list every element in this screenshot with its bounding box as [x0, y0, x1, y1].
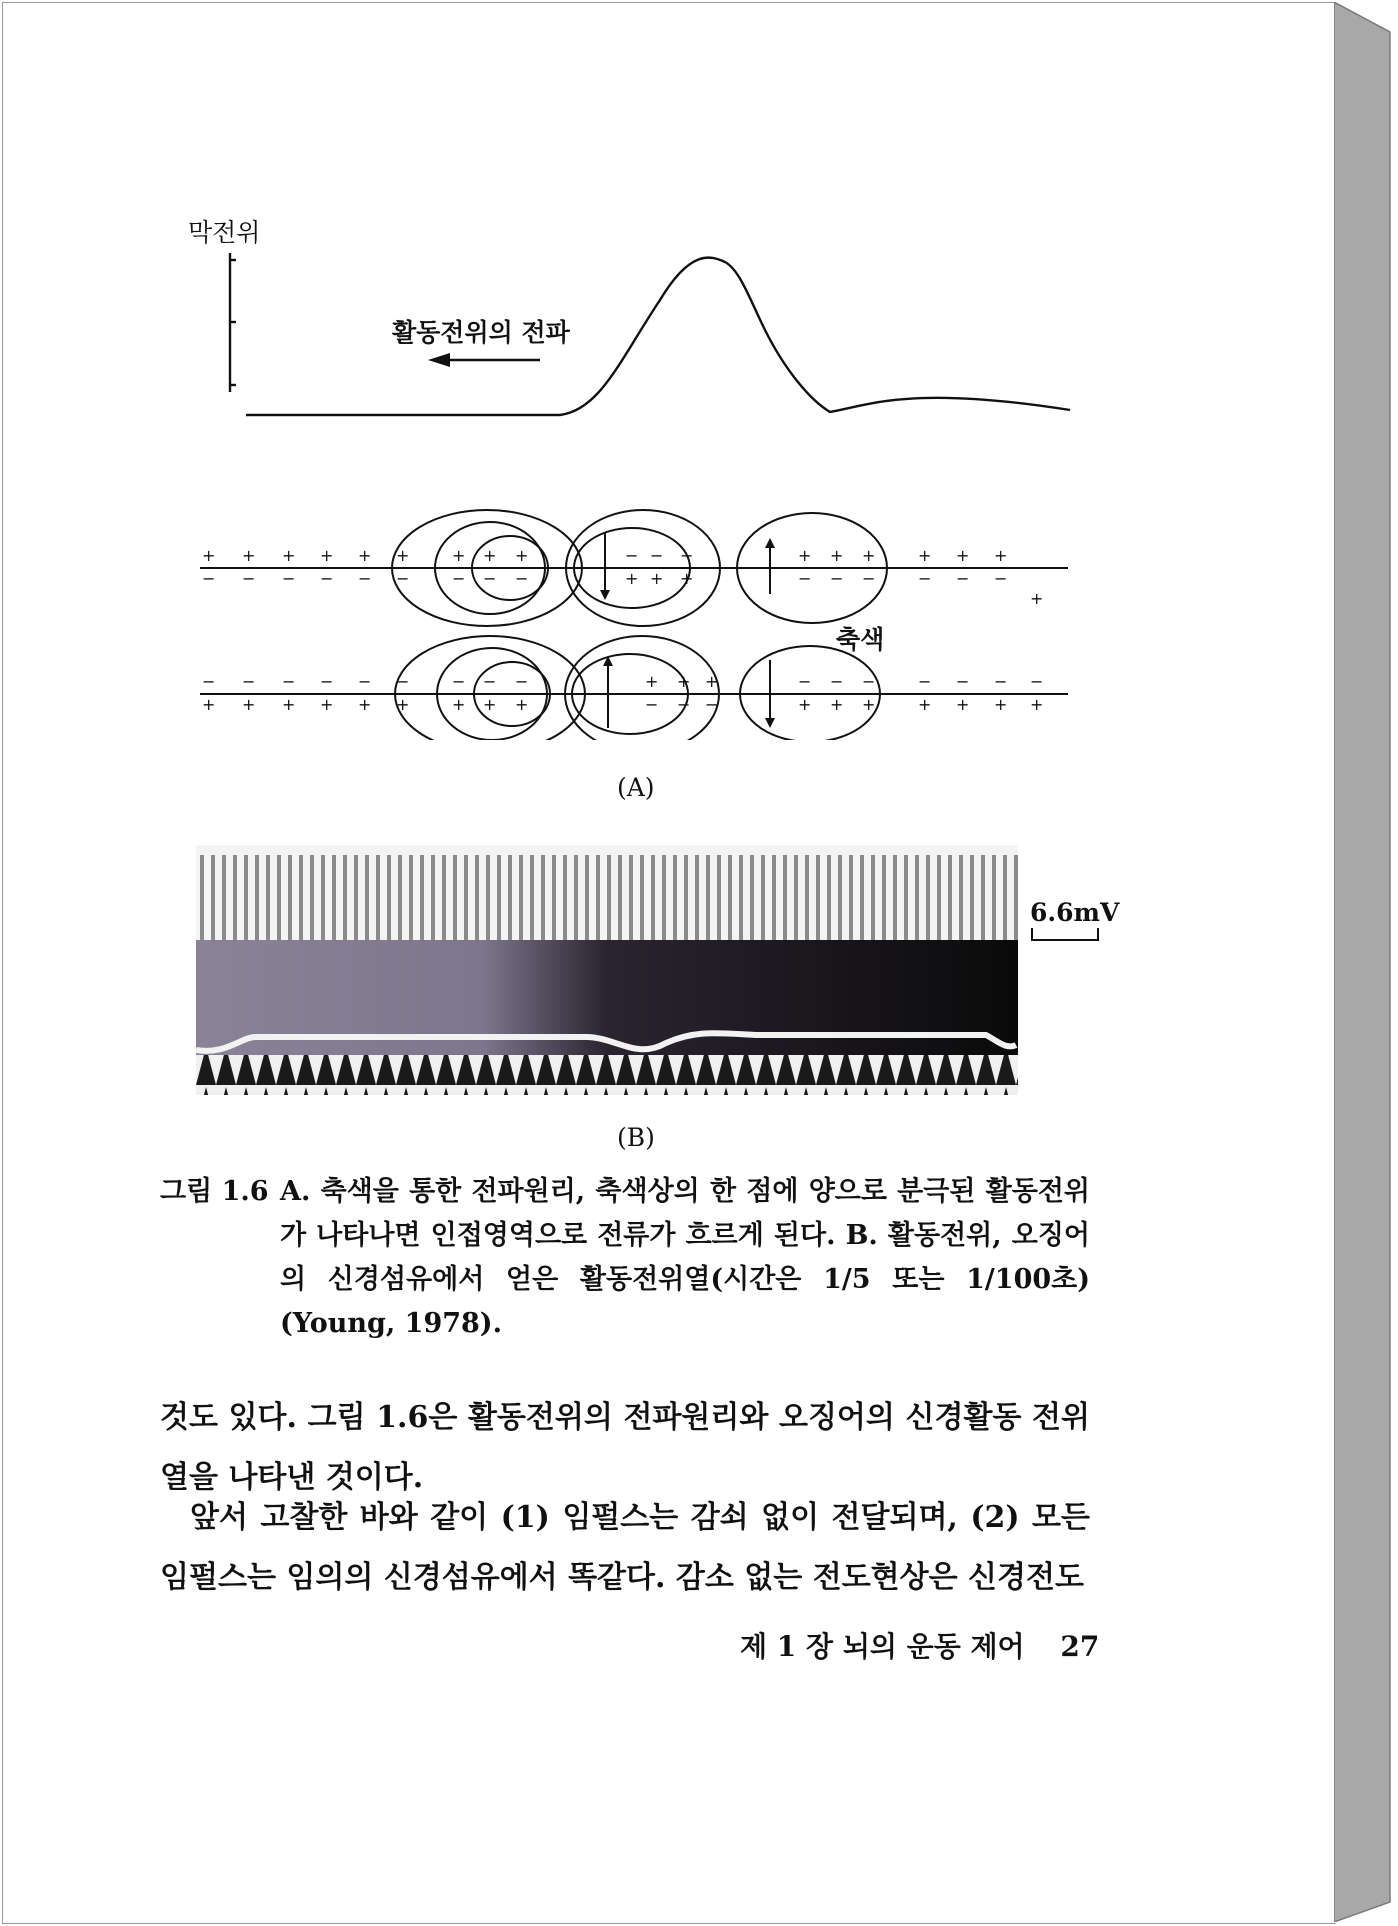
svg-text:+: +: [358, 695, 372, 714]
propagation-label: 활동전위의 전파: [392, 318, 570, 347]
svg-text:+: +: [862, 695, 876, 714]
svg-text:−: −: [680, 546, 694, 565]
panel-b-label: (B): [617, 1123, 655, 1152]
svg-text:−: −: [282, 672, 296, 691]
svg-text:−: −: [956, 569, 970, 588]
svg-text:+: +: [1030, 695, 1044, 714]
panel-a-label: (A): [617, 773, 655, 802]
svg-text:+: +: [202, 695, 216, 714]
svg-text:−: −: [483, 569, 497, 588]
svg-text:+: +: [650, 569, 664, 588]
svg-text:+: +: [242, 546, 256, 565]
svg-text:−: −: [202, 569, 216, 588]
svg-text:−: −: [650, 546, 664, 565]
svg-text:+: +: [483, 695, 497, 714]
svg-text:−: −: [918, 672, 932, 691]
svg-text:−: −: [396, 672, 410, 691]
svg-text:+: +: [242, 695, 256, 714]
svg-text:−: −: [320, 672, 334, 691]
figure-b-recording: [196, 845, 1018, 1095]
svg-text:+: +: [452, 695, 466, 714]
svg-text:+: +: [918, 546, 932, 565]
svg-text:−: −: [705, 695, 719, 714]
svg-text:−: −: [452, 672, 466, 691]
svg-text:+: +: [994, 546, 1008, 565]
svg-text:−: −: [320, 569, 334, 588]
svg-text:−: −: [862, 569, 876, 588]
svg-text:−: −: [677, 695, 691, 714]
svg-text:−: −: [862, 672, 876, 691]
svg-text:−: −: [452, 569, 466, 588]
svg-text:+: +: [282, 695, 296, 714]
svg-text:+: +: [396, 695, 410, 714]
svg-text:+: +: [994, 695, 1008, 714]
svg-text:+: +: [1030, 589, 1044, 608]
svg-text:−: −: [830, 569, 844, 588]
body-paragraph-1: 것도 있다. 그림 1.6은 활동전위의 전파원리와 오징어의 신경활동 전위열을 나타낸 것이다.: [160, 1400, 1090, 1495]
svg-text:−: −: [282, 569, 296, 588]
svg-text:−: −: [358, 672, 372, 691]
svg-text:+: +: [625, 569, 639, 588]
svg-text:+: +: [918, 695, 932, 714]
caption-text: A. 축색을 통한 전파원리, 축색상의 한 점에 양으로 분극된 활동전위가 나타나면 인접영역으로 전류가 흐르게 된다. B. 활동전위, 오징어의 신경섬유에서 얻은 활동전위열(시간은 1/5 또는 1/100초)(Young, 1978).: [280, 1176, 1090, 1339]
svg-text:+: +: [320, 546, 334, 565]
scale-label: 6.6mV: [1030, 898, 1120, 927]
svg-text:+: +: [202, 546, 216, 565]
svg-text:−: −: [515, 569, 529, 588]
svg-text:−: −: [918, 569, 932, 588]
svg-text:+: +: [680, 569, 694, 588]
svg-text:+: +: [358, 546, 372, 565]
svg-text:−: −: [956, 672, 970, 691]
svg-text:+: +: [798, 546, 812, 565]
svg-text:−: −: [994, 672, 1008, 691]
y-axis-label: 막전위: [188, 218, 261, 247]
svg-text:−: −: [396, 569, 410, 588]
scale-bar: [1030, 926, 1100, 942]
svg-text:−: −: [242, 569, 256, 588]
chapter-title: 제 1 장 뇌의 운동 제어: [740, 1630, 1025, 1663]
svg-text:−: −: [358, 569, 372, 588]
svg-text:+: +: [956, 695, 970, 714]
svg-text:+: +: [320, 695, 334, 714]
figure-a: [180, 180, 1100, 740]
svg-text:+: +: [705, 672, 719, 691]
svg-text:−: −: [202, 672, 216, 691]
svg-text:−: −: [994, 569, 1008, 588]
svg-text:−: −: [798, 569, 812, 588]
svg-text:−: −: [798, 672, 812, 691]
page-edge-shadow: [1334, 2, 1392, 1922]
body-paragraph-2: 앞서 고찰한 바와 같이 (1) 임펄스는 감쇠 없이 전달되며, (2) 모든 임펄스는 임의의 신경섬유에서 똑같다. 감소 없는 전도현상은 신경전도: [160, 1500, 1090, 1595]
page-number: 27: [1060, 1630, 1100, 1663]
svg-text:+: +: [830, 695, 844, 714]
svg-text:+: +: [862, 546, 876, 565]
svg-text:+: +: [677, 672, 691, 691]
caption-number: 그림 1.6: [160, 1176, 269, 1207]
svg-text:+: +: [515, 695, 529, 714]
svg-text:+: +: [452, 546, 466, 565]
svg-text:+: +: [396, 546, 410, 565]
svg-text:−: −: [242, 672, 256, 691]
svg-text:+: +: [515, 546, 529, 565]
svg-text:+: +: [645, 672, 659, 691]
svg-text:−: −: [1030, 672, 1044, 691]
axon-label: 축색: [836, 625, 885, 654]
svg-text:+: +: [483, 546, 497, 565]
svg-text:+: +: [830, 546, 844, 565]
svg-text:−: −: [830, 672, 844, 691]
svg-text:−: −: [625, 546, 639, 565]
svg-text:−: −: [645, 695, 659, 714]
svg-text:+: +: [798, 695, 812, 714]
svg-text:+: +: [956, 546, 970, 565]
page-footer: [740, 1625, 1099, 1665]
svg-text:+: +: [282, 546, 296, 565]
svg-text:−: −: [515, 672, 529, 691]
svg-text:−: −: [483, 672, 497, 691]
